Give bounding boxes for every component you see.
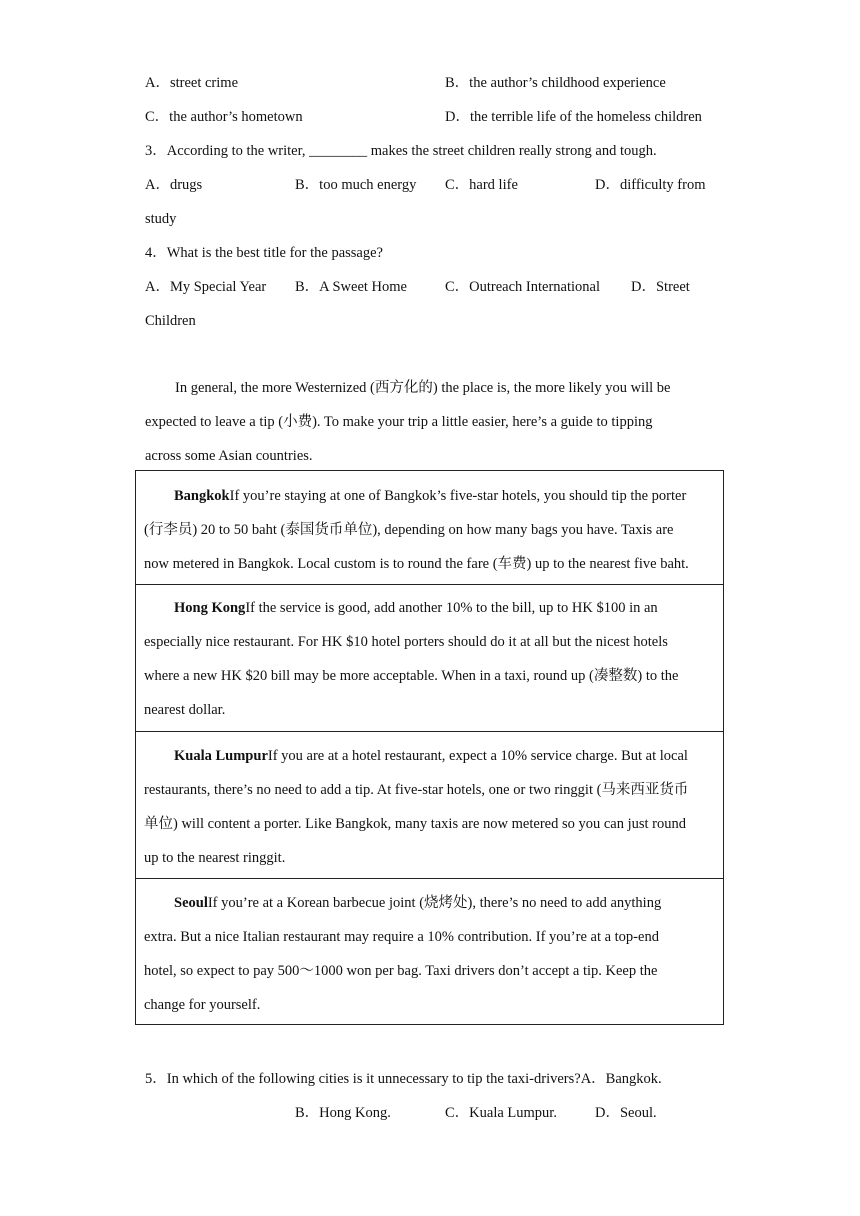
city-text-line: (行李员) 20 to 50 baht (泰国货币单位), depending on how many bags you have. Taxis are [144, 522, 674, 538]
q5-stem: 5．In which of the following cities is it unnecessary to tip the taxi-drivers?A．Bangkok. [145, 1071, 662, 1087]
city-text-line: nearest dollar. [144, 702, 226, 718]
city-cell-seoul [136, 879, 723, 1024]
tipping-guide-table [135, 470, 724, 1025]
city-name: Kuala Lumpur [174, 748, 268, 764]
q2-option-d: D．the terrible life of the homeless children [445, 109, 702, 125]
city-text-line: If you’re staying at one of Bangkok’s five-star hotels, you should tip the porter [229, 488, 687, 504]
q4-option-c: C．Outreach International [445, 279, 601, 295]
q3-option-d: D．difficulty from [595, 177, 706, 193]
intro-line-2: expected to leave a tip (小费). To make your trip a little easier, here’s a guide to tipping [145, 414, 653, 430]
intro-line-1: In general, the more Westernized (西方化的) the place is, the more likely you will be [175, 380, 671, 396]
city-cell-bangkok [136, 471, 723, 585]
q5-option-b: B．Hong Kong. [295, 1105, 391, 1121]
q5-option-d: D．Seoul. [595, 1105, 657, 1121]
q4-option-d-continued: Children [145, 313, 196, 329]
city-text-line: where a new HK $20 bill may be more acceptable. When in a taxi, round up (凑整数) to the [144, 668, 679, 684]
q2-option-b: B．the author’s childhood experience [445, 75, 666, 91]
city-cell-kuala-lumpur [136, 732, 723, 879]
city-text-line: especially nice restaurant. For HK $10 hotel porters should do it at all but the nicest hotels [144, 634, 668, 650]
city-text-line: hotel, so expect to pay 500～1000 won per bag. Taxi drivers don’t accept a tip. Keep the [144, 963, 658, 979]
city-name: Seoul [174, 895, 208, 911]
city-text-line: extra. But a nice Italian restaurant may require a 10% contribution. If you’re at a top-end [144, 929, 659, 945]
city-text-line: now metered in Bangkok. Local custom is to round the fare (车费) up to the nearest five baht. [144, 556, 689, 572]
q5-option-c: C．Kuala Lumpur. [445, 1105, 557, 1121]
city-cell-hong-kong [136, 585, 723, 732]
q4-option-d: D．Street [631, 279, 690, 295]
city-text-line: If the service is good, add another 10% to the bill, up to HK $100 in an [245, 600, 658, 616]
q4-stem: 4．What is the best title for the passage? [145, 245, 383, 261]
q2-option-a: A．street crime [145, 75, 239, 91]
city-name: Bangkok [174, 488, 230, 504]
city-text-line: If you are at a hotel restaurant, expect a 10% service charge. But at local [267, 748, 688, 764]
q3-option-c: C．hard life [445, 177, 518, 193]
q4-option-a: A．My Special Year [145, 279, 267, 295]
city-text-line: up to the nearest ringgit. [144, 850, 286, 866]
q3-option-b: B．too much energy [295, 177, 417, 193]
city-text-line: If you’re at a Korean barbecue joint (烧烤处), there’s no need to add anything [207, 895, 662, 911]
q3-stem: 3．According to the writer, ________ makes the street children really strong and tough. [145, 143, 657, 159]
q4-option-b: B．A Sweet Home [295, 279, 407, 295]
q2-option-c: C．the author’s hometown [145, 109, 303, 125]
q3-option-a: A．drugs [145, 177, 203, 193]
city-name: Hong Kong [174, 600, 246, 616]
city-text-line: 单位) will content a porter. Like Bangkok, many taxis are now metered so you can just round [144, 816, 687, 832]
intro-line-3: across some Asian countries. [145, 448, 313, 464]
city-text-line: change for yourself. [144, 997, 261, 1013]
city-text-line: restaurants, there’s no need to add a tip. At five-star hotels, one or two ringgit (马来西亚货币 [144, 782, 689, 798]
q3-option-d-continued: study [145, 211, 177, 227]
